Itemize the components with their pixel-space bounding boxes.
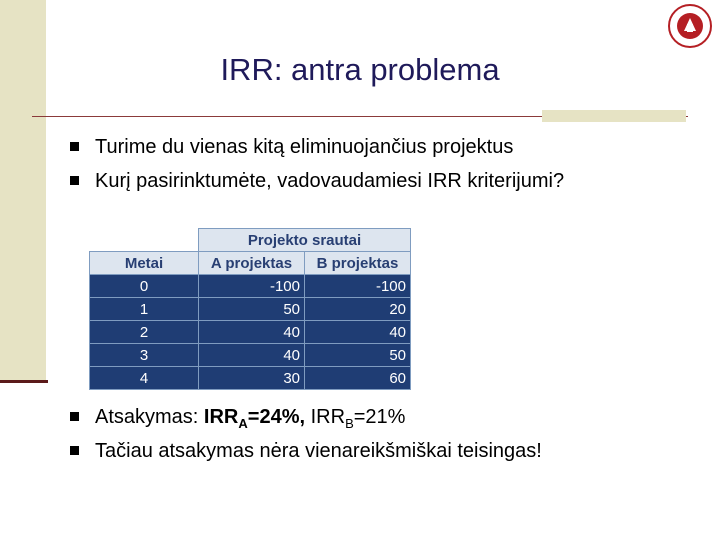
answer-prefix: Atsakymas: — [95, 406, 204, 428]
project-a-cell: 40 — [199, 321, 305, 344]
answer-bullet — [70, 404, 542, 438]
column-header-year: Metai — [90, 252, 199, 275]
bullet-item: Kurį pasirinktumėte, vadovaudamiesi IRR kriterijumi? — [70, 168, 564, 202]
answer-bullet-list — [70, 404, 542, 472]
side-decor-line — [0, 380, 48, 383]
project-b-cell: 40 — [305, 321, 411, 344]
irr-a-result: $IRR_A=24\%$, — [203, 406, 311, 431]
column-header-project-b: B projektas — [305, 252, 411, 275]
square-bullet-icon — [70, 412, 79, 421]
project-b-cell: 20 — [305, 298, 411, 321]
square-bullet-icon — [70, 176, 79, 185]
project-a-cell: 30 — [199, 367, 305, 390]
project-a-cell: 40 — [199, 344, 305, 367]
table-row — [90, 275, 411, 298]
table-corner-blank — [90, 229, 199, 252]
irr-b-result: $IRR_B=21\%$ — [310, 406, 406, 431]
cash-flow-table — [89, 228, 411, 390]
square-bullet-icon — [70, 446, 79, 455]
table-row — [90, 367, 411, 390]
project-b-cell: 50 — [305, 344, 411, 367]
project-a-cell: -100 — [199, 275, 305, 298]
year-cell: 1 — [90, 298, 199, 321]
square-bullet-icon — [70, 142, 79, 151]
table-row — [90, 298, 411, 321]
bullet-item: Turime du vienas kitą eliminuojančius projektus — [70, 134, 564, 168]
intro-bullet-list — [70, 134, 564, 202]
project-b-cell: 60 — [305, 367, 411, 390]
table-row — [90, 321, 411, 344]
year-cell: 3 — [90, 344, 199, 367]
slide-title: IRR: antra problema — [220, 52, 500, 87]
project-b-cell: -100 — [305, 275, 411, 298]
bullet-item: Tačiau atsakymas nėra vienareikšmiškai teisingas! — [70, 438, 542, 472]
divider-accent-block — [542, 110, 686, 122]
year-cell: 4 — [90, 367, 199, 390]
university-seal-icon — [668, 4, 712, 48]
year-cell: 2 — [90, 321, 199, 344]
project-a-cell: 50 — [199, 298, 305, 321]
column-header-project-a: A projektas — [199, 252, 305, 275]
table-row — [90, 344, 411, 367]
year-cell: 0 — [90, 275, 199, 298]
group-header: Projekto srautai — [199, 229, 411, 252]
